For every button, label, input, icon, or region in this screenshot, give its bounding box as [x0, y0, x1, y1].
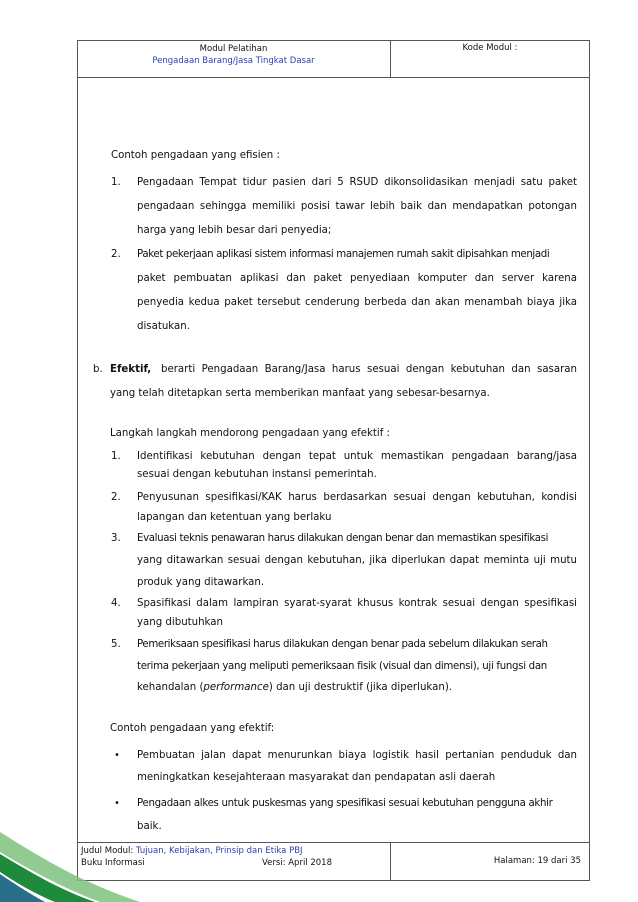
efektif-step-4-number: 4.	[111, 598, 121, 609]
step-5-line-3-post: ) dan uji destruktif (jika diperlukan).	[268, 682, 453, 693]
efektif-step-2-line-1: Penyusunan spesifikasi/KAK harus berdasarkan sesuai dengan kebutuhan, kondisi	[137, 492, 577, 503]
efektif-step-3-line-3: produk yang ditawarkan.	[137, 577, 265, 588]
example-1-line-1: Pembuatan jalan dapat menurunkan biaya logistik hasil pertanian penduduk dan	[137, 750, 577, 761]
efisien-item-1-line-1: Pengadaan Tempat tidur pasien dari 5 RSUD dikonsolidasikan menjadi satu paket	[137, 177, 577, 188]
efektif-term: Efektif,	[110, 364, 152, 375]
decorative-swoosh	[0, 812, 150, 902]
efektif-step-1-line-2: sesuai dengan kebutuhan instansi pemerintah.	[137, 469, 377, 480]
version-label: Versi: April 2018	[262, 858, 332, 868]
efektif-step-2-number: 2.	[111, 492, 121, 503]
step-5-line-3-pre: kehandalan (	[137, 682, 204, 693]
performance-term: performance	[203, 682, 269, 693]
example-2-line-1: Pengadaan alkes untuk puskesmas yang spesifikasi sesuai kebutuhan pengguna akhir	[137, 798, 553, 809]
judul-label: Judul Modul:	[81, 846, 134, 856]
efektif-marker: b.	[93, 364, 103, 375]
efektif-step-3-number: 3.	[111, 533, 121, 544]
efisien-item-2-line-2: paket pembuatan aplikasi dan paket penyediaan komputer dan server karena	[137, 273, 577, 284]
efisien-item-2-line-3: penyedia kedua paket tersebut cenderung berbeda dan akan menambah biaya jika	[137, 297, 577, 308]
efisien-item-1-line-2: pengadaan sehingga memiliki posisi tawar lebih baik dan mendapatkan potongan	[137, 201, 577, 212]
example-2-line-2: baik.	[137, 821, 162, 832]
example-1-bullet: •	[114, 750, 120, 761]
efektif-step-5-number: 5.	[111, 639, 121, 650]
efektif-step-1-number: 1.	[111, 451, 121, 462]
efektif-definition-line-2: yang telah ditetapkan serta memberikan manfaat yang sebesar-besarnya.	[110, 388, 490, 399]
efektif-step-5-line-3	[137, 681, 452, 695]
buku-label: Buku Informasi	[81, 858, 145, 868]
module-subtitle: Pengadaan Barang/Jasa Tingkat Dasar	[152, 56, 315, 66]
module-code-label: Kode Modul :	[462, 43, 518, 53]
efisien-item-2-number: 2.	[111, 249, 121, 260]
efisien-intro: Contoh pengadaan yang efisien :	[111, 150, 280, 161]
efektif-step-3-line-1: Evaluasi teknis penawaran harus dilakukan dengan benar dan memastikan spesifikasi	[137, 533, 549, 544]
efisien-item-2-line-4: disatukan.	[137, 321, 190, 332]
module-title: Modul Pelatihan	[199, 44, 268, 54]
efektif-step-3-line-2: yang ditawarkan sesuai dengan kebutuhan, jika diperlukan dapat meminta uji mutu	[137, 555, 577, 566]
efektif-step-4-line-1: Spasifikasi dalam lampiran syarat-syarat khusus kontrak sesuai dengan spesifikasi	[137, 598, 577, 609]
efisien-item-1-number: 1.	[111, 177, 121, 188]
example-2-bullet: •	[114, 798, 120, 809]
efektif-step-5-line-1: Pemeriksaan spesifikasi harus dilakukan dengan benar pada sebelum dilakukan serah	[137, 639, 548, 650]
efisien-item-1-line-3: harga yang lebih besar dari penyedia;	[137, 225, 332, 236]
efektif-step-5-line-2: terima pekerjaan yang meliputi pemeriksaan fisik (visual dan dimensi), uji fungsi dan	[137, 661, 547, 672]
efektif-step-2-line-2: lapangan dan ketentuan yang berlaku	[137, 512, 332, 523]
efektif-step-4-line-2: yang dibutuhkan	[137, 617, 223, 628]
judul-value: Tujuan, Kebijakan, Prinsip dan Etika PBJ	[136, 846, 303, 856]
efisien-item-2-line-1: Paket pekerjaan aplikasi sistem informasi manajemen rumah sakit dipisahkan menjadi	[137, 249, 550, 260]
efektif-step-1-line-1: Identifikasi kebutuhan dengan tepat untuk memastikan pengadaan barang/jasa	[137, 451, 577, 462]
efektif-examples-intro: Contoh pengadaan yang efektif:	[110, 723, 275, 734]
efektif-steps-intro: Langkah langkah mendorong pengadaan yang efektif :	[110, 428, 390, 439]
page-number: Halaman: 19 dari 35	[493, 856, 581, 866]
efektif-definition-line-1: berarti Pengadaan Barang/Jasa harus sesuai dengan kebutuhan dan sasaran	[161, 364, 577, 375]
example-1-line-2: meningkatkan kesejahteraan masyarakat dan pendapatan asli daerah	[137, 772, 496, 783]
page-footer	[77, 842, 590, 881]
